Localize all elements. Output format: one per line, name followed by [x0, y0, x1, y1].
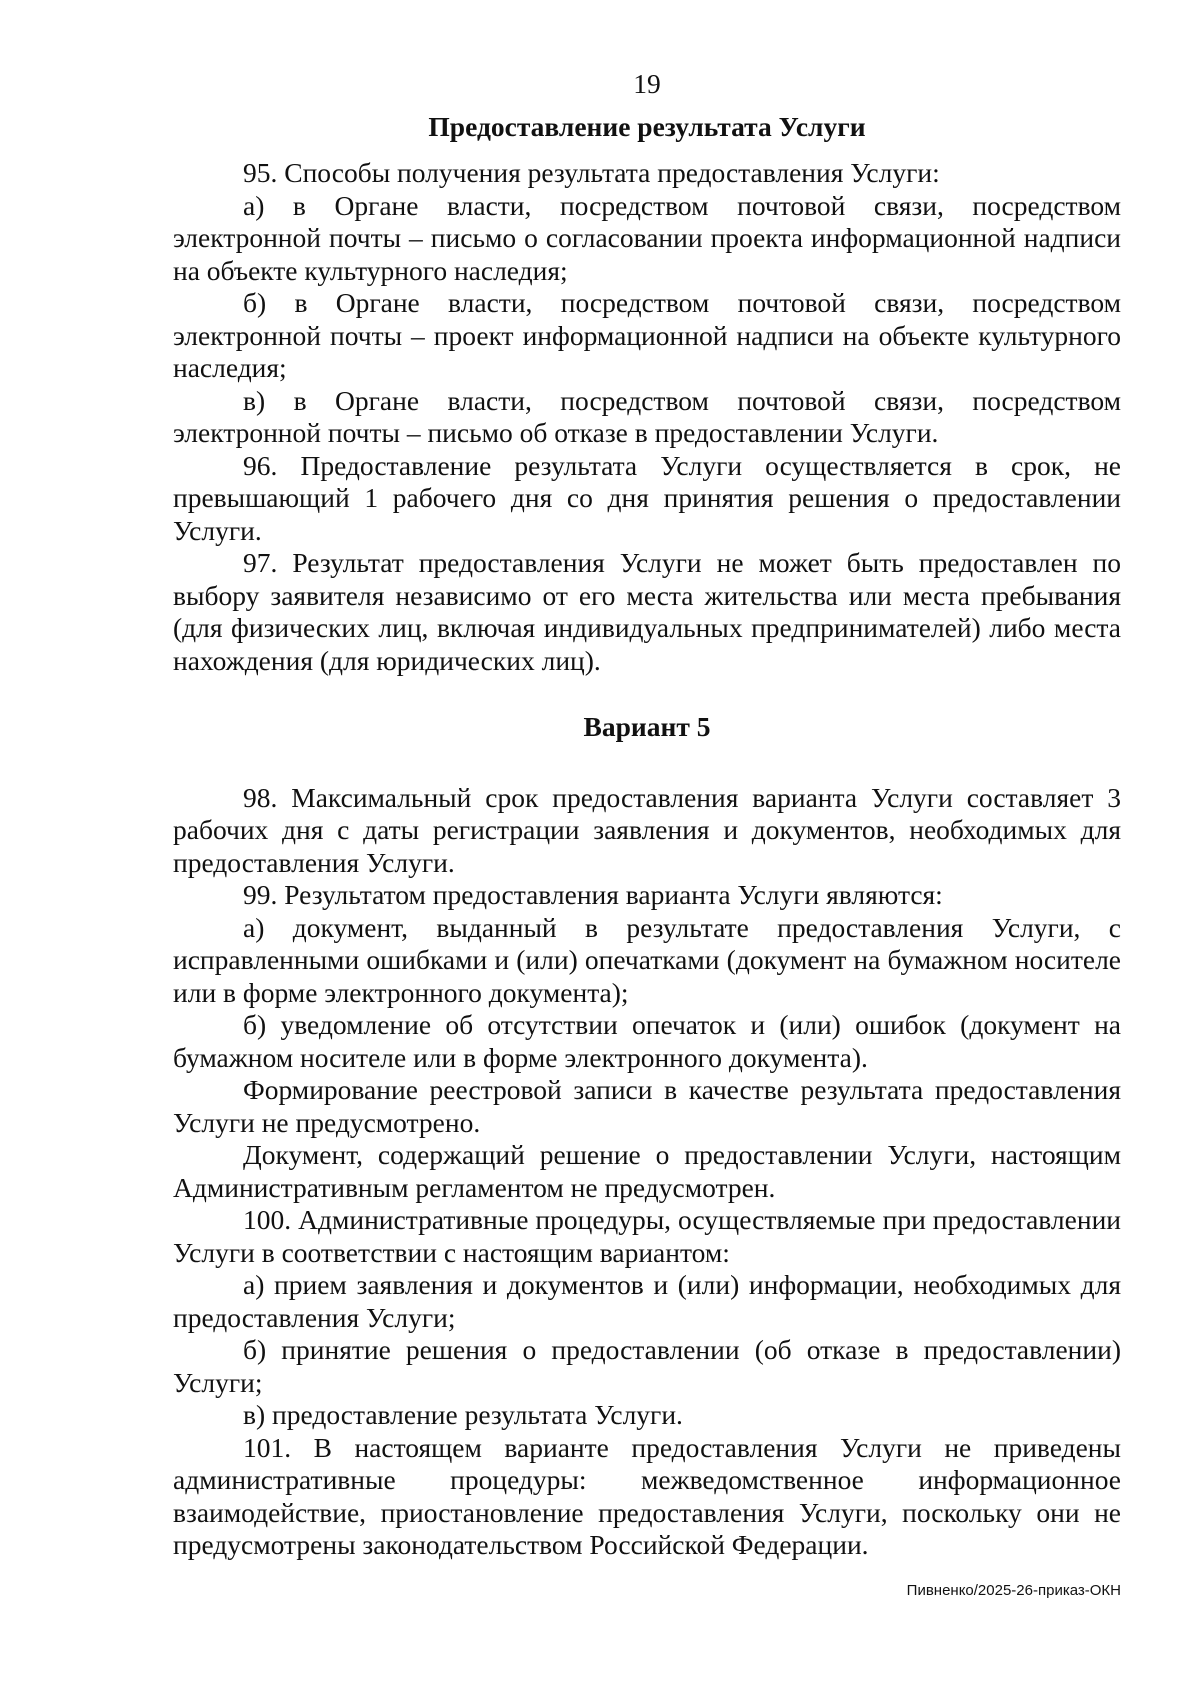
page-number: 19	[633, 68, 661, 99]
paragraph-95-c: в) в Органе власти, посредством почтовой связи, посредством электронной почты – письмо об отказе в предоставлении Услуги.	[173, 384, 1121, 448]
paragraph-97: 97. Результат предоставления Услуги не может быть предоставлен по выбору заявителя независимо от его места жительства или места пребывания (для физических лиц, включая индивидуальных предпринимателей) либо места нахождения (для юридических лиц).	[173, 547, 1121, 676]
paragraph-100-a: а) прием заявления и документов и (или) информации, необходимых для предоставления Услуги;	[173, 1269, 1121, 1333]
paragraph-99-b: б) уведомление об отсутствии опечаток и (или) ошибок (документ на бумажном носителе или в форме электронного документа).	[173, 1009, 1121, 1073]
section-title-variant: Вариант 5	[583, 711, 711, 742]
paragraph-95: 95. Способы получения результата предоставления Услуги:	[243, 157, 940, 188]
paragraph-decision-document: Документ, содержащий решение о предоставлении Услуги, настоящим Административным регламентом не предусмотрен.	[173, 1139, 1121, 1203]
paragraph-96: 96. Предоставление результата Услуги осуществляется в срок, не превышающий 1 рабочего дня со дня принятия решения о предоставлении Услуги.	[173, 449, 1121, 546]
document-footer: Пивненко/2025-26-приказ-ОКН	[906, 1582, 1121, 1599]
paragraph-100-c: в) предоставление результата Услуги.	[243, 1399, 683, 1430]
paragraph-101: 101. В настоящем варианте предоставления Услуги не приведены административные процедуры: межведомственное информационное взаимодействие, приостановление предоставления Услуги, поскольку они не предусмотрены законодательством Российской Федерации.	[173, 1431, 1121, 1560]
paragraph-100-b: б) принятие решения о предоставлении (об отказе в предоставлении) Услуги;	[173, 1334, 1121, 1398]
paragraph-99: 99. Результатом предоставления варианта Услуги являются:	[243, 879, 943, 910]
paragraph-99-a: а) документ, выданный в результате предоставления Услуги, с исправленными ошибками и (или) опечатками (документ на бумажном носителе или в форме электронного документа);	[173, 911, 1121, 1008]
paragraph-95-b: б) в Органе власти, посредством почтовой связи, посредством электронной почты – проект информационной надписи на объекте культурного наследия;	[173, 287, 1121, 383]
section-title-result: Предоставление результата Услуги	[428, 110, 866, 142]
document-page	[173, 68, 1121, 1562]
paragraph-100: 100. Административные процедуры, осуществляемые при предоставлении Услуги в соответствии с настоящим вариантом:	[173, 1204, 1121, 1268]
paragraph-98: 98. Максимальный срок предоставления варианта Услуги составляет 3 рабочих дня с даты регистрации заявления и документов, необходимых для предоставления Услуги.	[173, 781, 1121, 878]
paragraph-95-a: а) в Органе власти, посредством почтовой связи, посредством электронной почты – письмо о согласовании проекта информационной надписи на объекте культурного наследия;	[173, 189, 1121, 286]
paragraph-registry: Формирование реестровой записи в качестве результата предоставления Услуги не предусмотрено.	[173, 1074, 1121, 1138]
